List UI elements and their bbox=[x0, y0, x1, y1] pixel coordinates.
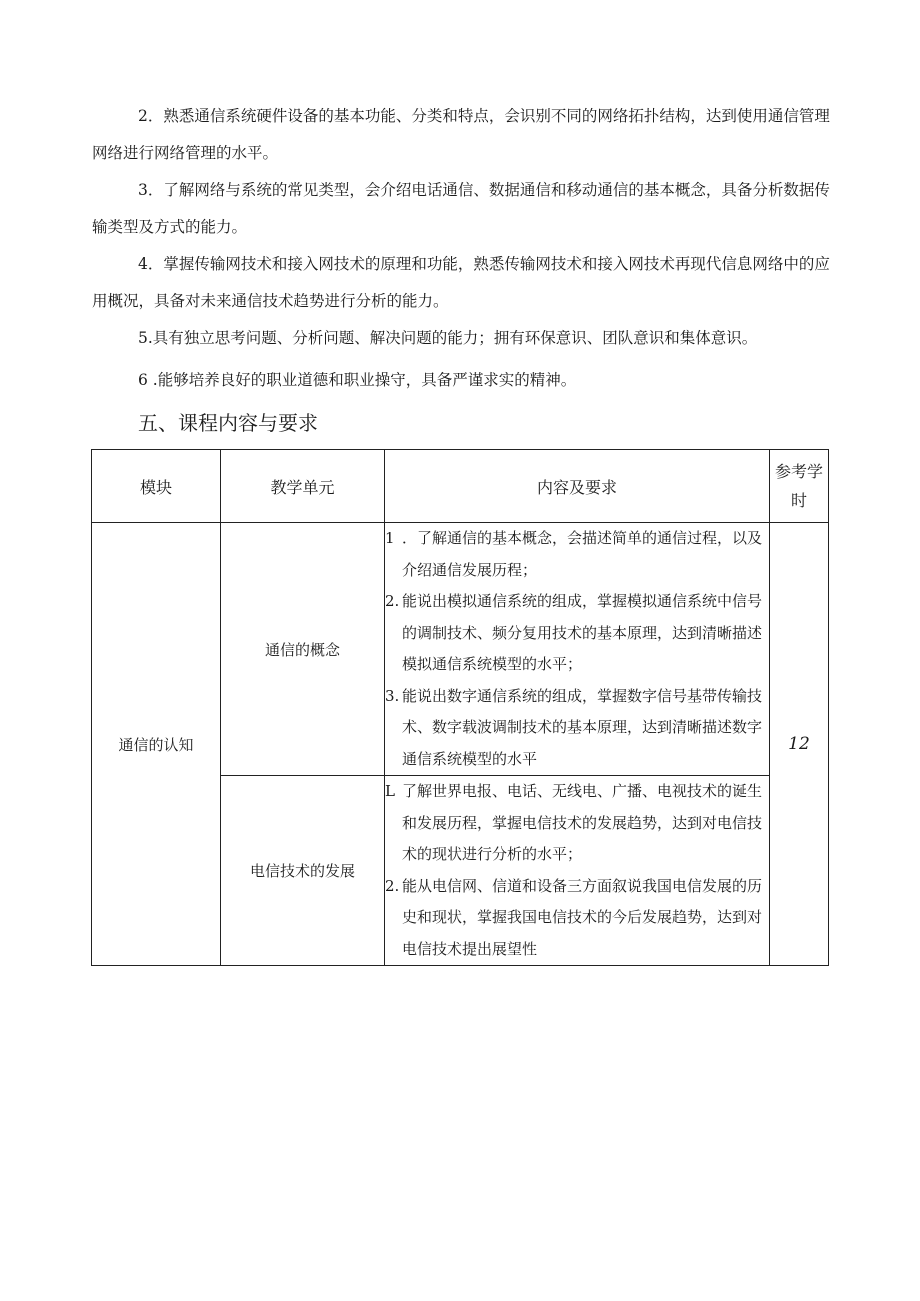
header-unit: 教学单元 bbox=[221, 450, 385, 523]
objective-2: 2．熟悉通信系统硬件设备的基本功能、分类和特点，会识别不同的网络拓扑结构，达到使用通信管理网络进行网络管理的水平。 bbox=[92, 107, 830, 162]
item-number: L bbox=[385, 782, 395, 800]
item-text: 了解世界电报、电话、无线电、广播、电视技术的诞生和发展历程，掌握电信技术的发展趋势，达到对电信技术的现状进行分析的水平； bbox=[402, 782, 763, 863]
list-item bbox=[385, 871, 769, 966]
content-cell bbox=[385, 776, 770, 966]
table-header-row bbox=[92, 450, 829, 523]
unit-cell: 通信的概念 bbox=[221, 523, 385, 776]
section-title: 五、课程内容与要求 bbox=[138, 411, 318, 435]
list-item bbox=[385, 586, 769, 681]
hours-cell: 12 bbox=[770, 523, 829, 966]
item-text: ．了解通信的基本概念，会描述简单的通信过程，以及介绍通信发展历程； bbox=[402, 529, 763, 579]
content-cell bbox=[385, 523, 770, 776]
item-number: 2. bbox=[385, 592, 400, 610]
course-content-table bbox=[91, 449, 829, 966]
objective-4: 4．掌握传输网技术和接入网技术的原理和功能，熟悉传输网技术和接入网技术再现代信息网络中的应用概况，具备对未来通信技术趋势进行分析的能力。 bbox=[92, 255, 830, 310]
list-item bbox=[385, 681, 769, 776]
item-text: 能说出模拟通信系统的组成，掌握模拟通信系统中信号的调制技术、频分复用技术的基本原理，达到清晰描述模拟通信系统模型的水平； bbox=[402, 592, 763, 673]
objective-5: 5.具有独立思考问题、分析问题、解决问题的能力；拥有环保意识、团队意识和集体意识。 bbox=[138, 329, 758, 347]
item-text: 能从电信网、信道和设备三方面叙说我国电信发展的历史和现状，掌握我国电信技术的今后发展趋势，达到对电信技术提出展望性 bbox=[402, 876, 763, 958]
header-hours: 参考学时 bbox=[770, 450, 829, 523]
item-number: 2. bbox=[385, 876, 400, 895]
item-text: 能说出数字通信系统的组成，掌握数字信号基带传输技术、数字载波调制技术的基本原理，达到清晰描述数字通信系统模型的水平 bbox=[402, 686, 763, 768]
item-number: 3. bbox=[385, 686, 400, 705]
objective-3: 3．了解网络与系统的常见类型，会介绍电话通信、数据通信和移动通信的基本概念，具备分析数据传输类型及方式的能力。 bbox=[92, 181, 830, 236]
list-item bbox=[385, 776, 769, 871]
item-number: 1 bbox=[385, 529, 395, 547]
header-module: 模块 bbox=[92, 450, 221, 523]
table-row bbox=[92, 523, 829, 776]
objective-6: 6 .能够培养良好的职业道德和职业操守，具备严谨求实的精神。 bbox=[138, 371, 577, 389]
module-cell: 通信的认知 bbox=[92, 523, 221, 966]
list-item bbox=[385, 523, 769, 586]
unit-cell: 电信技术的发展 bbox=[221, 776, 385, 966]
header-content: 内容及要求 bbox=[385, 450, 770, 523]
